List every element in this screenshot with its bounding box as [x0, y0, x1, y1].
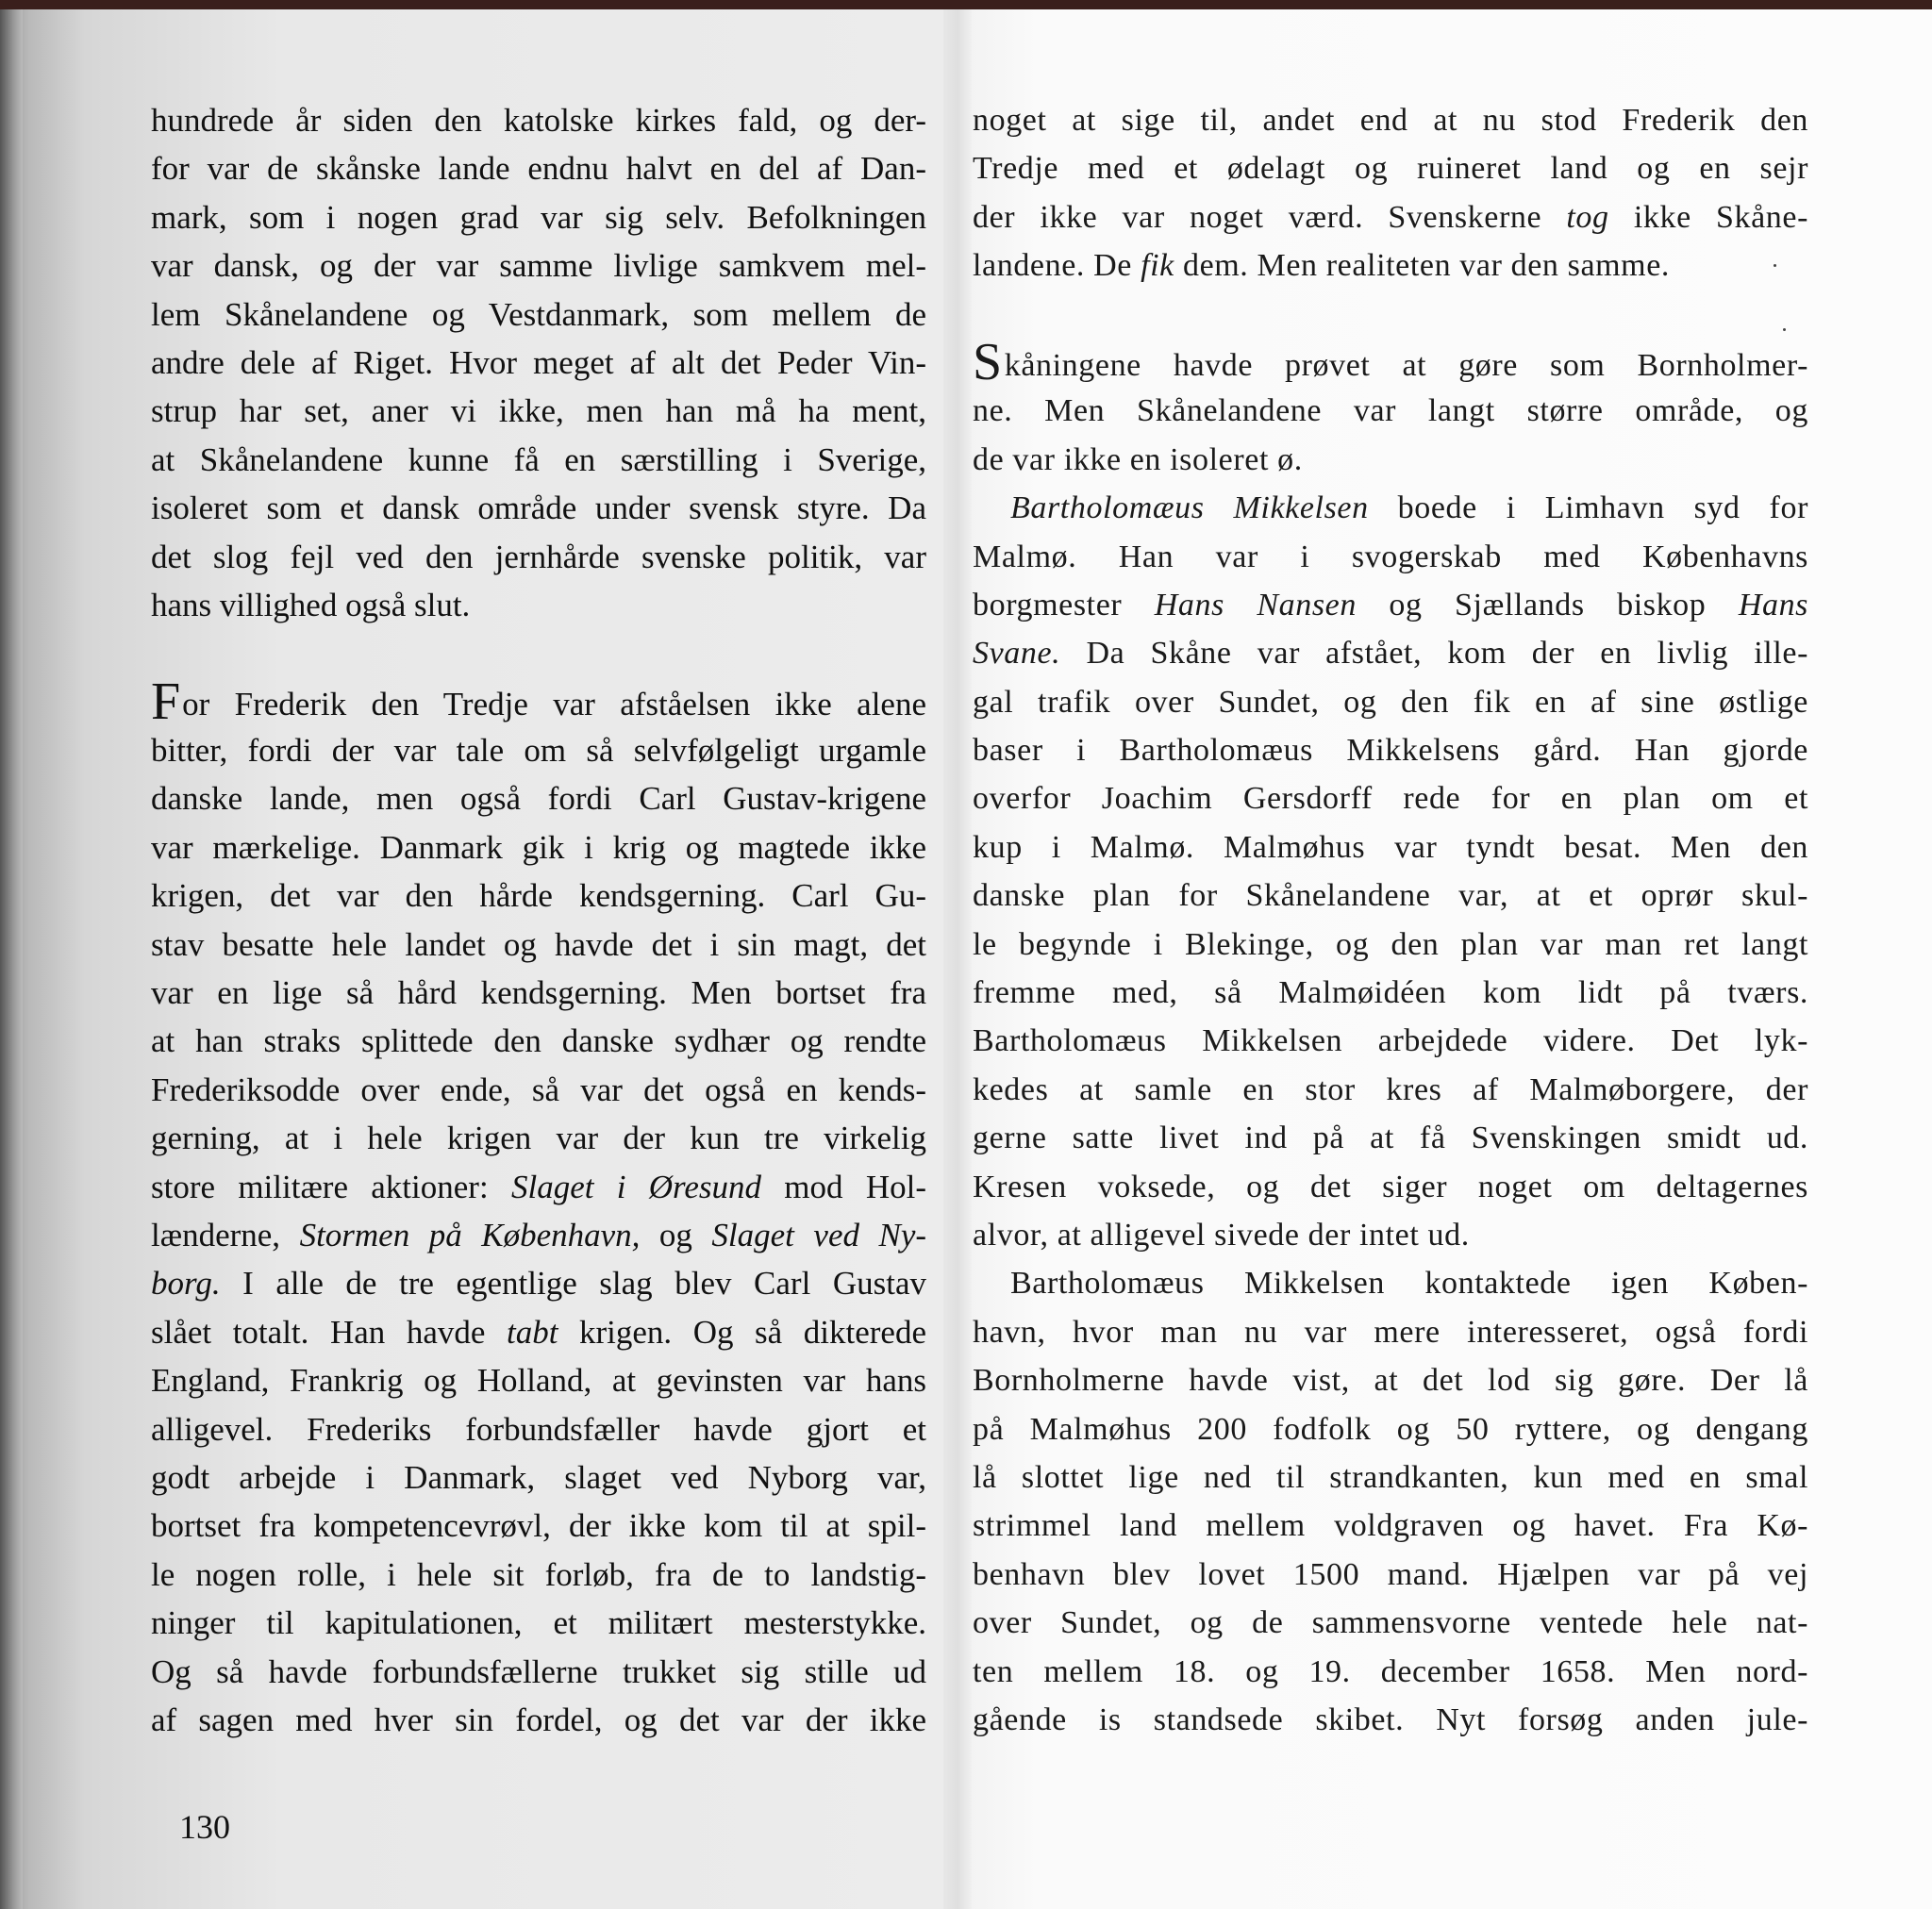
text-line: på Malmøhus 200 fodfolk og 50 ryttere, og dengang	[973, 1411, 1808, 1447]
text-line: hans villighed også slut.	[151, 586, 471, 623]
text-line: kup i Malmø. Malmøhus var tyndt besat. Men den	[973, 829, 1808, 865]
text-line: var mærkelige. Danmark gik i krig og magtede ikke	[151, 828, 926, 866]
text-line: baser i Bartholomæus Mikkelsens gård. Han gjorde	[973, 733, 1808, 769]
text-line: kedes at samle en stor kres af Malmøborgere, der	[973, 1071, 1808, 1107]
text-line: strimmel land mellem voldgraven og havet. Fra Kø-	[973, 1508, 1808, 1544]
text-line: ne. Men Skånelandene var langt større område, og	[973, 393, 1808, 429]
text-line: overfor Joachim Gersdorff rede for en plan om et	[973, 781, 1808, 817]
text-line: det slog fejl ved den jernhårde svenske politik, var	[151, 538, 926, 575]
text-line: over Sundet, og de sammensvorne ventede hele nat-	[973, 1605, 1808, 1641]
text-line: der ikke var noget værd. Svenskerne tog ikke Skåne-	[973, 199, 1808, 235]
text-line: borg. I alle de tre egentlige slag blev Carl Gustav	[151, 1265, 926, 1303]
text-line: ninger til kapitulationen, et militært mesterstykke.	[151, 1604, 926, 1642]
drop-cap: S	[973, 332, 1003, 391]
text-line: lem Skånelandene og Vestdanmark, som mellem de	[151, 295, 926, 333]
text-line: Tredje med et ødelagt og ruineret land og en sejr	[973, 151, 1808, 187]
text-line: var dansk, og der var samme livlige samkvem mel-	[151, 247, 926, 285]
text-line: Kresen voksede, og det siger noget om deltagernes	[973, 1169, 1808, 1204]
text-line: Skåningene havde prøvet at gøre som Bornholmer-	[973, 332, 1808, 391]
drop-cap: F	[151, 672, 181, 731]
text-line: at han straks splittede den danske sydhær og rendte	[151, 1022, 926, 1060]
text-line: hundrede år siden den katolske kirkes fald, og der-	[151, 102, 926, 139]
text-line: gående is standsede skibet. Nyt forsøg anden jule-	[973, 1702, 1808, 1737]
text-line: godt arbejde i Danmark, slaget ved Nyborg var,	[151, 1458, 926, 1496]
paragraph	[151, 1356, 926, 1744]
text-line: havn, hvor man nu var mere interesseret, også fordi	[973, 1314, 1808, 1350]
book-gutter	[943, 9, 972, 1909]
text-line: bortset fra kompetencevrøvl, der ikke kom til at spil-	[151, 1507, 926, 1545]
text-line: England, Frankrig og Holland, at gevinsten var hans	[151, 1362, 926, 1400]
text-line: strup har set, aner vi ikke, men han må ha ment,	[151, 392, 926, 430]
text-line: store militære aktioner: Slaget i Øresund mod Hol-	[151, 1168, 926, 1205]
text-line: gal trafik over Sundet, og den fik en af sine østlige	[973, 684, 1808, 720]
text-line: ten mellem 18. og 19. december 1658. Men nord-	[973, 1653, 1808, 1689]
text-line: Bartholomæus Mikkelsen kontaktede igen Køben-	[1010, 1266, 1808, 1302]
text-line: mark, som i nogen grad var sig selv. Befolkningen	[151, 198, 926, 236]
text-line: Bartholomæus Mikkelsen boede i Limhavn syd for	[1010, 490, 1808, 526]
right-page	[973, 96, 1808, 1744]
paragraph	[151, 96, 926, 629]
text-line: lænderne, Stormen på København, og Slaget ved Ny-	[151, 1216, 927, 1253]
text-line: Frederiksodde over ende, så var det også en kends-	[151, 1071, 926, 1108]
text-line: danske plan for Skånelandene var, at et oprør skul-	[973, 878, 1808, 914]
text-line: landene. De fik dem. Men realiteten var den samme.	[973, 248, 1671, 284]
left-page	[151, 96, 926, 1744]
text-line: krigen, det var den hårde kendsgerning. Carl Gu-	[151, 877, 926, 915]
text-line: for var de skånske lande endnu halvt en del af Dan-	[151, 150, 926, 188]
text-line: borgmester Hans Nansen og Sjællands biskop Hans	[973, 587, 1808, 622]
text-line: de var ikke en isoleret ø.	[973, 441, 1303, 477]
text-line: Malmø. Han var i svogerskab med Københavns	[973, 539, 1808, 574]
text-line: var en lige så hård kendsgerning. Men bortset fra	[151, 974, 926, 1012]
paragraph	[973, 387, 1808, 484]
text-line: Og så havde forbundsfællerne trukket sig stille ud	[151, 1652, 926, 1690]
text-line: isoleret som et dansk område under svensk styre. Da	[151, 490, 926, 527]
text-line: alligevel. Frederiks forbundsfæller havde gjort et	[151, 1410, 926, 1448]
speck	[1783, 328, 1786, 331]
text-line: bitter, fordi der var tale om så selvfølgeligt urgamle	[151, 732, 926, 770]
page-number: 130	[179, 1808, 230, 1846]
text-line: alvor, at alligevel sivede der intet ud.	[973, 1217, 1470, 1253]
section-gap	[973, 290, 1808, 339]
paragraph	[973, 678, 1808, 1260]
text-line: at Skånelandene kunne få en særstilling i Sverige,	[151, 440, 926, 478]
text-line: lå slottet lige ned til strandkanten, kun med en smal	[973, 1459, 1808, 1495]
text-line: le begynde i Blekinge, og den plan var man ret langt	[973, 926, 1808, 962]
text-line: andre dele af Riget. Hvor meget af alt det Peder Vin-	[151, 343, 926, 381]
text-line: benhavn blev lovet 1500 mand. Hjælpen var på vej	[973, 1556, 1808, 1592]
text-line: For Frederik den Tredje var afståelsen ikke alene	[151, 672, 926, 731]
text-line: gerne satte livet ind på at få Svenskingen smidt ud.	[973, 1120, 1808, 1156]
text-line: danske lande, men også fordi Carl Gustav-krigene	[151, 780, 926, 818]
text-line: Bornholmerne havde vist, at det lod sig gøre. Der lå	[973, 1363, 1808, 1399]
text-line: Bartholomæus Mikkelsen arbejdede videre. Det lyk-	[973, 1023, 1808, 1059]
text-line: noget at sige til, andet end at nu stod Frederik den	[973, 103, 1808, 138]
book-spread	[0, 9, 1932, 1909]
text-line: fremme med, så Malmøidéen kom lidt på tværs.	[973, 975, 1808, 1011]
paragraph	[973, 1308, 1808, 1745]
text-line: gerning, at i hele krigen var der kun tre virkelig	[151, 1120, 926, 1157]
speck	[1774, 264, 1776, 267]
section-gap	[151, 629, 926, 677]
book-edge	[0, 9, 23, 1909]
text-line: af sagen med hver sin fordel, og det var der ikke	[151, 1701, 926, 1738]
paragraph	[973, 96, 1808, 193]
text-line: Svane. Da Skåne var afstået, kom der en livlig ille-	[973, 636, 1808, 672]
text-line: slået totalt. Han havde tabt krigen. Og så dikterede	[151, 1313, 926, 1351]
text-line: le nogen rolle, i hele sit forløb, fra de to landstig-	[151, 1555, 926, 1593]
paragraph	[151, 726, 926, 1163]
text-line: stav besatte hele landet og havde det i sin magt, det	[151, 925, 926, 963]
